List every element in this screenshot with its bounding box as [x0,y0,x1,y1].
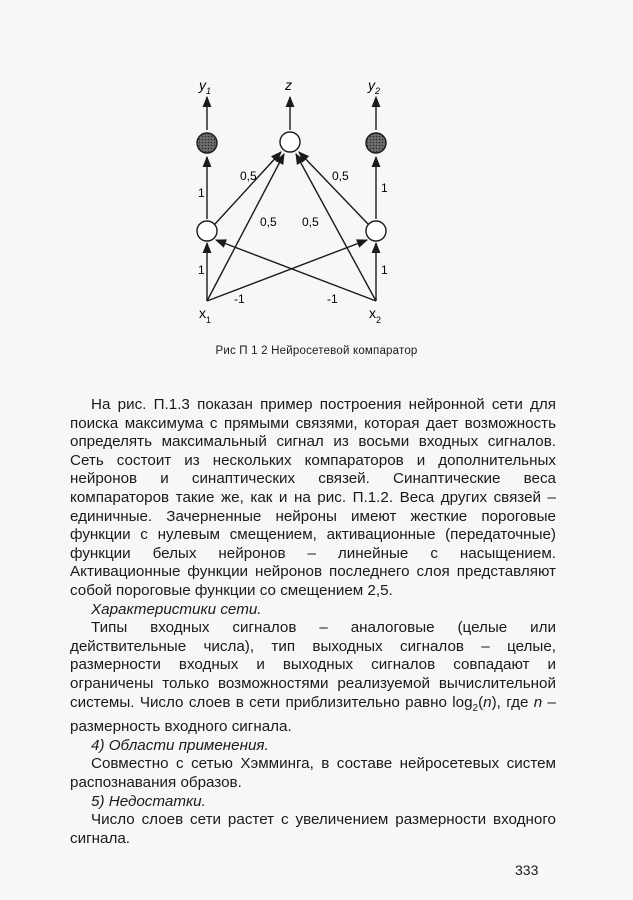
neuron-h2 [366,221,386,241]
neuron-z [280,132,300,152]
weight-cross-right: -1 [327,292,338,306]
edge-h2-z [299,152,368,224]
network-figure [0,0,633,380]
paragraph-4: Число слоев сети растет с увеличением размерности входного сигнала. [70,811,556,847]
figure-caption: Рис П 1 2 Нейросетевой компаратор [215,345,418,357]
heading-drawbacks: 5) Недостатки. [91,792,206,810]
weight-left-in: 1 [198,263,205,277]
paragraph-1: На рис. П.1.3 показан пример построения нейронной сети для поиска максимума с прямыми связями, которая дает возможность определять максимальный сигнал из восьми входных сигналов. Сеть состоит из нескольких компараторов и дополнительных нейронов и синаптических связей. Синаптические веса компараторов такие же, как и на рис. П.1.2. Веса других связей – единичные. Зачерненные нейроны имеют жесткие пороговые функции с нулевым смещением, активационные (передаточные) функции белых нейронов – линейные с насыщением. Активационные функции нейронов последнего слоя представляют собой пороговые функции со смещением 2,5. [70,396,556,599]
body-text [70,396,556,848]
edge-x1-h2 [207,240,367,301]
comparator-diagram [0,0,633,380]
heading-applications: 4) Области применения. [91,736,269,754]
label-y2: $y_2$ [368,77,381,96]
heading-characteristics: Характеристики сети. [91,600,262,618]
weight-right-out: 1 [381,181,388,195]
weight-h1-z: 0,5 [240,169,257,183]
page-number: 333 [515,862,539,878]
label-y1: $y_1$ [199,77,212,96]
neuron-y2-filled [366,133,386,153]
weight-x1-z: 0,5 [260,215,277,229]
weight-left-out: 1 [198,186,205,200]
label-x1: $x_1$ [199,305,212,325]
paragraph-2: Типы входных сигналов – аналоговые (целые или действительные числа), тип выходных сигналов – целые, размерности входных и выходных сигналов совпадают и ограничены только возможностями реализуемой вычислительной системы. Число слоев в сети приблизительно равно $\log_2(n)$, где n – размерность входного сигнала. [70,619,556,736]
weight-right-in: 1 [381,263,388,277]
label-z: z [285,77,292,93]
weight-x2-z: 0,5 [302,215,319,229]
neuron-h1 [197,221,217,241]
edge-h1-z [215,152,281,224]
label-x2: $x_2$ [369,305,382,325]
paragraph-3: Совместно с сетью Хэмминга, в составе нейросетевых систем распознавания образов. [70,755,556,791]
neuron-y1-filled [197,133,217,153]
weight-h2-z: 0,5 [332,169,349,183]
weight-cross-left: -1 [234,292,245,306]
